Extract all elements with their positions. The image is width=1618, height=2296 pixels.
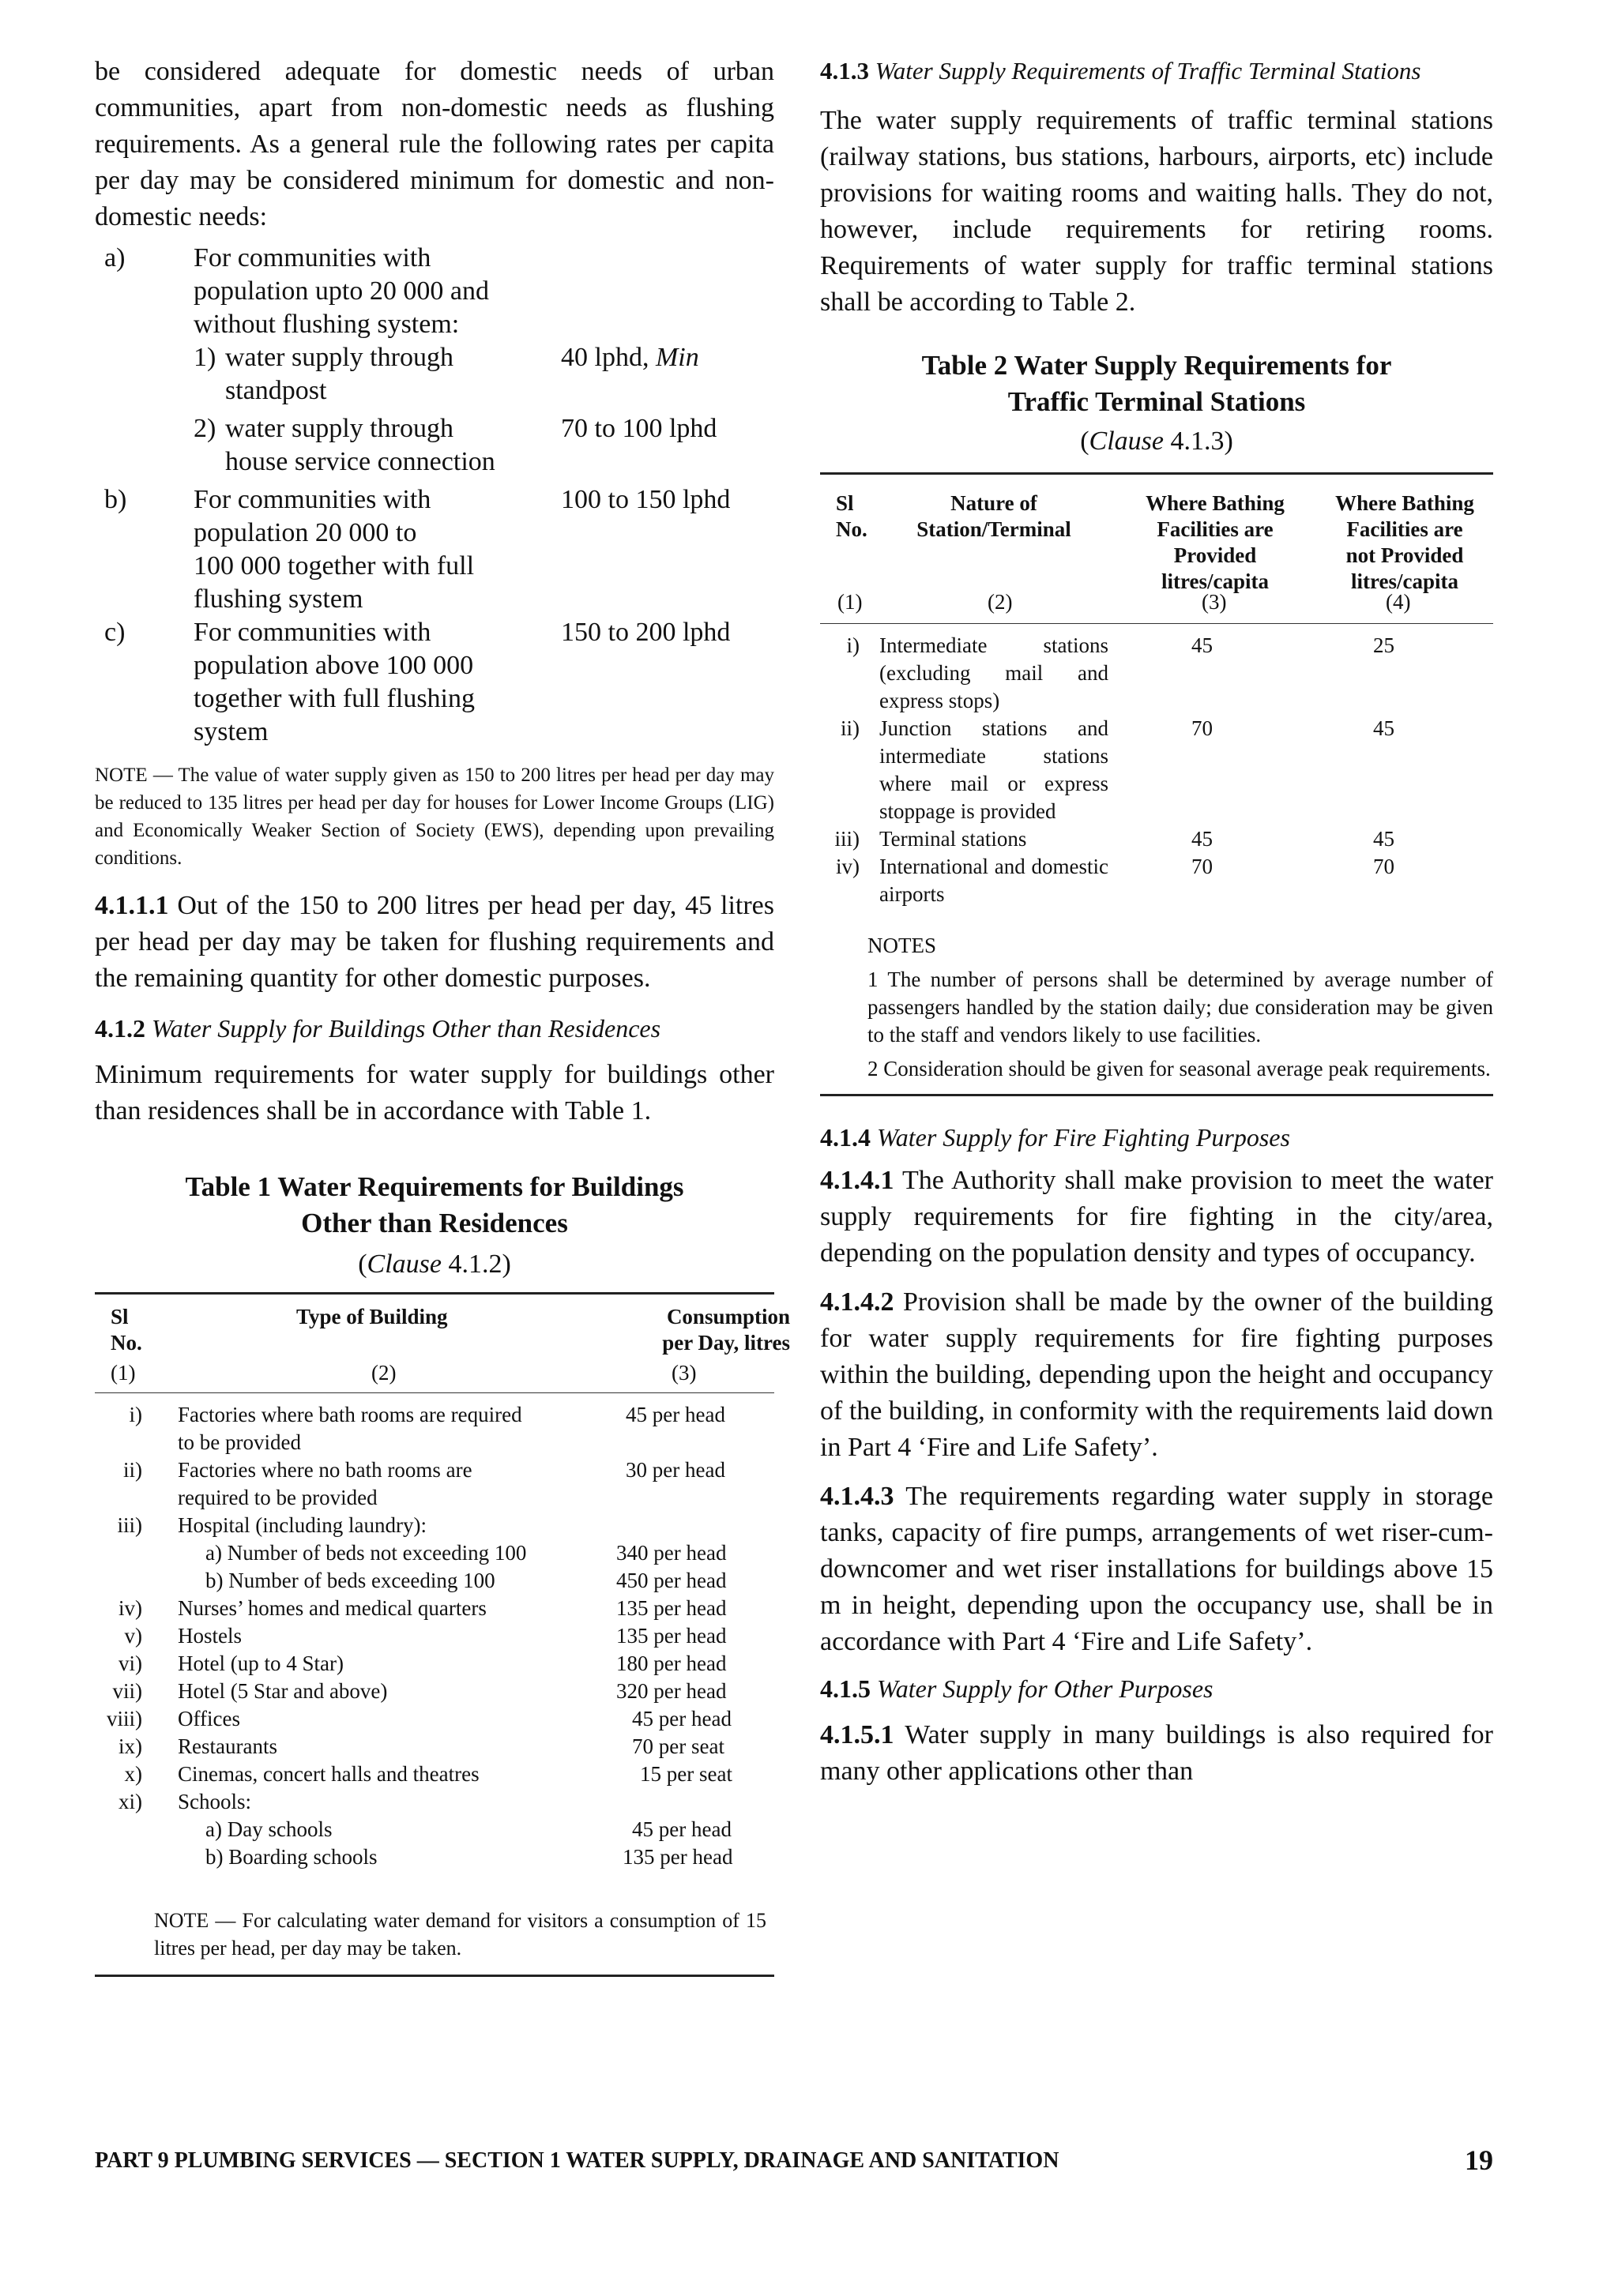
list-label-a2: 2)	[194, 414, 216, 443]
section-412-heading: 4.1.2 Water Supply for Buildings Other than Residences	[95, 1014, 661, 1043]
table-2-col-2: (2)	[988, 590, 1013, 614]
list-text-a1-2: standpost	[225, 376, 327, 405]
table-1-title-line1: Table 1 Water Requirements for Buildings	[185, 1171, 684, 1202]
table-1-header-rule	[95, 1392, 774, 1393]
table-2-header-c4-3: not Provided	[1345, 543, 1464, 567]
section-4111: 4.1.1.1 Out of the 150 to 200 litres per head per day, 45 litres per head per day may be taken for flushing requirements and the remaining quantity for other domestic purposes.	[95, 891, 774, 993]
section-414-heading: 4.1.4 Water Supply for Fire Fighting Purposes	[820, 1123, 1290, 1152]
table-1-clause: (Clause 4.1.2)	[358, 1249, 511, 1279]
table-1-col-3: (3)	[672, 1361, 697, 1385]
list-value-b: 100 to 150 lphd	[561, 485, 731, 514]
table-2-header-rule	[820, 623, 1493, 624]
list-value-c: 150 to 200 lphd	[561, 618, 731, 647]
table-2-header-c4-4: litres/capita	[1351, 569, 1458, 593]
list-text-a-2: population upto 20 000 and	[194, 276, 489, 306]
list-text-a2-2: house service connection	[225, 447, 495, 476]
list-text-a1-1: water supply through	[225, 343, 453, 372]
list-label-b: b)	[104, 485, 127, 514]
list-text-a-1: For communities with	[194, 243, 431, 272]
table-2-note-2: 2 Consideration should be given for seasonal average peak requirements.	[867, 1057, 1491, 1080]
footer-text: PART 9 PLUMBING SERVICES — SECTION 1 WATER SUPPLY, DRAINAGE AND SANITATION	[95, 2148, 1059, 2173]
table-2-header-c3-2: Facilities are	[1157, 517, 1274, 541]
list-value-a2: 70 to 100 lphd	[561, 414, 717, 443]
section-4142: 4.1.4.2 Provision shall be made by the owner of the building for water supply requirements for fire fighting purposes within the building, depending upon the height and occupancy of the building, in conformity with the requirements laid down in Part 4 ‘Fire and Life Safety’.	[820, 1287, 1493, 1462]
list-text-b-3: 100 000 together with full	[194, 551, 475, 581]
section-4151: 4.1.5.1 Water supply in many buildings is also required for many other applications other than	[820, 1720, 1493, 1786]
list-label-a1: 1)	[194, 343, 216, 372]
section-412-text: Minimum requirements for water supply for buildings other than residences shall be in accordance with Table 1.	[95, 1060, 774, 1125]
table-2-header-sl: Sl	[836, 491, 854, 515]
table-2-title-line1: Table 2 Water Supply Requirements for	[921, 350, 1392, 381]
table-2-header-nature-1: Nature of	[950, 491, 1037, 515]
table-2-header-nature-2: Station/Terminal	[916, 517, 1071, 541]
table-2-note-1: 1 The number of persons shall be determined by average number of passengers handled by the station daily; due consideration may be given to the staff and vendors likely to use facilities.	[867, 968, 1493, 1047]
page-number: 19	[1465, 2144, 1493, 2176]
table-2-header-c3-3: Provided	[1173, 543, 1257, 567]
table-1-title-line2: Other than Residences	[301, 1208, 568, 1238]
table-2-header-c4-2: Facilities are	[1346, 517, 1463, 541]
table-1-header-no: No.	[111, 1331, 142, 1355]
table-2-col-3: (3)	[1202, 590, 1227, 614]
table-1-col-2: (2)	[371, 1361, 397, 1385]
section-4141: 4.1.4.1 The Authority shall make provision to meet the water supply requirements for fire fighting in the city/area, depending on the population density and types of occupancy.	[820, 1166, 1493, 1268]
table-1: Table 1 Water Requirements for Buildings Other than Residences (Clause 4.1.2) Sl No. Type of Building Consumption per Day, litres (1) (2) (3) i) Factories where bath rooms are required to be provided 45 per head ii) Factories where no bath rooms are required to be provided 30 per head iii) Hospital (including laundry): a) Number of beds not exceeding 100 340 per head b) Number of beds exceeding 100 450 per head iv) Nurses’ homes and medical quarters 135 per head v) Hostels 135 per head vi) Hotel (up to 4 Star) 180 per head vii) Hotel (5 Star and above) 320 per head viii) Offices 45 per head ix) Restaurants 70 per seat x) Cinemas, concert halls and theatres 15 per seat xi) Schools: a) Day schools 45 per head b) Boarding schools 135 per head NOTE — For calculating water demand for visitors a consumption of 15 litres per head, per day may be taken.	[95, 1169, 774, 1977]
list-text-a2-1: water supply through	[225, 414, 453, 443]
table-1-header-sl: Sl	[111, 1305, 129, 1328]
table-2-col-1: (1)	[837, 590, 863, 614]
right-column	[820, 54, 1493, 1790]
section-4143: 4.1.4.3 The requirements regarding water supply in storage tanks, capacity of fire pumps, arrangements of wet riser-cum-downcomer and wet riser installations for buildings above 15 m in height, depending upon the occupancy use, shall be in accordance with Part 4 ‘Fire and Life Safety’.	[820, 1482, 1493, 1656]
table-1-header-type: Type of Building	[296, 1305, 448, 1328]
left-column	[95, 54, 790, 1977]
list-text-b-1: For communities with	[194, 485, 431, 514]
table-2-notes-title: NOTES	[867, 934, 936, 957]
list-label-a: a)	[104, 243, 126, 272]
page-footer	[95, 2144, 1493, 2176]
table-1-header-consumption-2: per Day, litres	[662, 1331, 790, 1355]
table-2-header-c3-1: Where Bathing	[1146, 491, 1285, 515]
rates-list	[95, 242, 774, 747]
table-1-bottom-rule	[95, 1975, 774, 1977]
list-text-c-2: population above 100 000	[194, 651, 474, 680]
list-text-c-1: For communities with	[194, 618, 431, 647]
table-1-col-1: (1)	[111, 1361, 136, 1385]
table-1-header-consumption-1: Consumption	[666, 1305, 790, 1328]
intro-paragraph: be considered adequate for domestic needs of urban communities, apart from non-domestic needs as flushing requirements. As a general rule the following rates per capita per day may be considered minimum for domestic and non-domestic needs:	[95, 57, 774, 231]
section-415-heading: 4.1.5 Water Supply for Other Purposes	[820, 1674, 1214, 1703]
table-1-note: NOTE — For calculating water demand for visitors a consumption of 15 litres per head, per day may be taken.	[154, 1909, 766, 1960]
list-text-b-2: population 20 000 to	[194, 518, 417, 547]
list-text-b-4: flushing system	[194, 584, 363, 614]
table-2-header-c4-1: Where Bathing	[1335, 491, 1474, 515]
rates-note: NOTE — The value of water supply given as 150 to 200 litres per head per day may be reduced to 135 litres per head per day for houses for Lower Income Groups (LIG) and Economically Weaker Section of Society (EWS), depending upon prevailing conditions.	[95, 765, 774, 869]
list-text-c-4: system	[194, 717, 269, 746]
list-text-a-3: without flushing system:	[194, 310, 460, 339]
table-2-bottom-rule	[820, 1094, 1493, 1096]
list-value-a1: 40 lphd, Min	[561, 343, 699, 372]
list-text-c-3: together with full flushing	[194, 684, 476, 713]
table-2-title-line2: Traffic Terminal Stations	[1007, 386, 1306, 417]
table-2-clause: (Clause 4.1.3)	[1080, 427, 1233, 456]
table-2-header-no: No.	[836, 517, 867, 541]
section-413-text: The water supply requirements of traffic terminal stations (railway stations, bus stations, harbours, airports, etc) include provisions for waiting rooms and waiting halls. They do not, however, include requirements for retiring rooms. Requirements of water supply for traffic terminal stations shall be according to Table 2.	[820, 106, 1493, 317]
table-2-header-c3-4: litres/capita	[1161, 569, 1269, 593]
table-2: Table 2 Water Supply Requirements for Traffic Terminal Stations (Clause 4.1.3) Sl No. Nature of Station/Terminal Where Bathing Facilities are Provided litres/capita Where Bathing Facilities are not Provided litres/capita (1) (2) (3) (4) i) Intermediate stations (excluding mail and express stops) 45 25 ii) Junction stations and intermediate stations where mail or express stoppage is provided 70 45 iii) Terminal stations 45 45 iv) International and domestic airports 70 70 NOTES 1 The number of persons shall be determined by average number of passengers handled by the station daily; due consideration may be given to the staff and vendors likely to use facilities. 2 Consideration should be given for seasonal average peak requirements.	[820, 348, 1493, 1096]
list-label-c: c)	[104, 618, 126, 647]
table-2-col-4: (4)	[1386, 590, 1411, 614]
section-413-heading: 4.1.3 Water Supply Requirements of Traffic Terminal Stations	[820, 57, 1421, 85]
